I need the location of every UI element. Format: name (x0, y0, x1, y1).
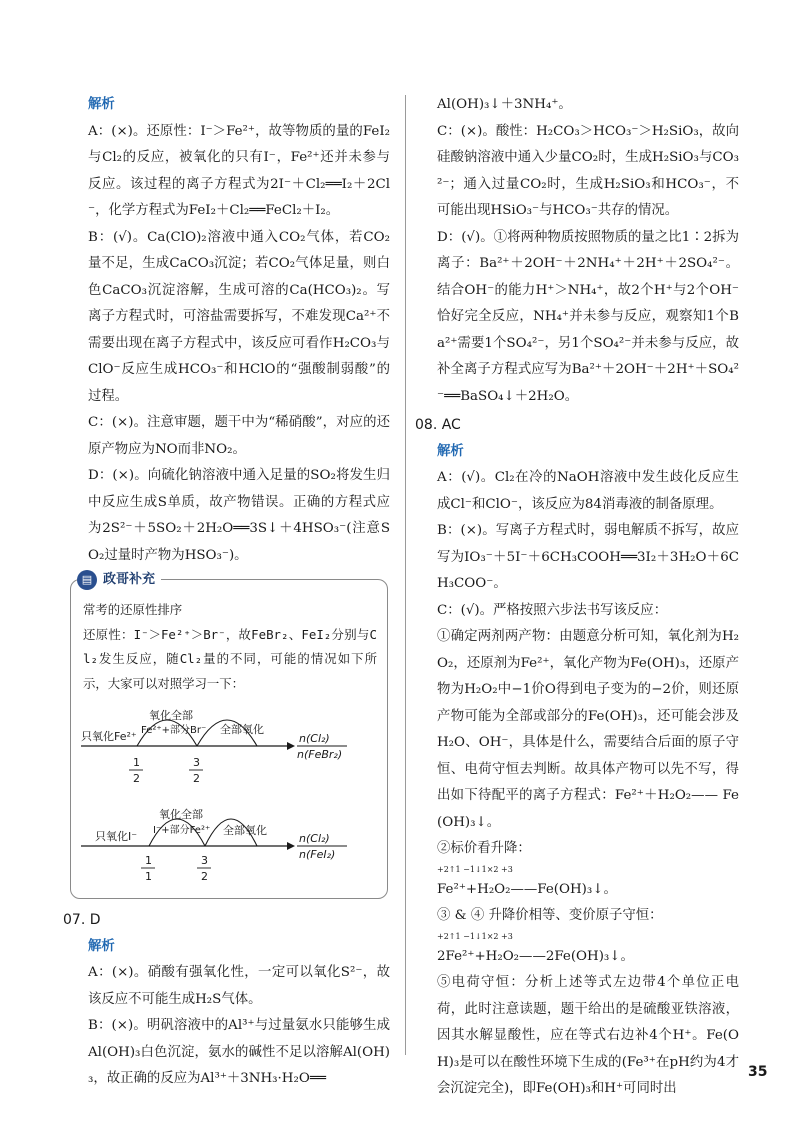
axis-num: n(Cl₂) (299, 732, 330, 745)
supplement-subtitle: 常考的还原性排序 (83, 602, 183, 617)
axis-arrow (287, 742, 295, 750)
tick-1-den: 1 (145, 870, 152, 883)
tick-1-num: 1 (145, 854, 152, 867)
q07-analysis-A: A：(×)。硝酸有强氧化性，一定可以氧化S²⁻，故该反应不可能生成H₂S气体。 (88, 965, 390, 1007)
book-icon: ▤ (77, 570, 97, 590)
diagram-fei2 (81, 807, 347, 883)
step-3-4-marks: +2↑1 −1↓1×2 +3 (437, 931, 513, 941)
axis-arrow (287, 842, 295, 850)
segment-label-3: 全部氧化 (220, 723, 264, 736)
supplement-tag (77, 568, 161, 593)
step-2-label: ②标价看升降： (437, 841, 531, 856)
column-divider (405, 95, 406, 1055)
supplement-text: 还原性：I⁻＞Fe²⁺＞Br⁻，故FeBr₂、FeI₂分别与Cl₂发生反应，随Cl₂量的不同，可能的情况如下所示，大家可以对照学习一下： (83, 626, 377, 691)
segment-label-2a: 氧化全部 (149, 709, 193, 722)
tick-1-num: 1 (133, 756, 140, 769)
analysis-A: A：(×)。还原性：I⁻＞Fe²⁺，故等物质的量的FeI₂与Cl₂的反应，被氧化的只有I⁻，Fe²⁺还并未参与反应。该过程的离子方程式为2I⁻＋Cl₂══I₂＋2Cl⁻，化学方程式为FeI₂＋Cl₂══FeCl₂＋I₂。 (88, 123, 390, 218)
axis-den: n(FeI₂) (299, 848, 336, 861)
q07-jiexi-label: 解析 (88, 938, 115, 954)
step-2-equation: Fe²⁺+H₂O₂——Fe(OH)₃↓。 (437, 881, 617, 897)
tick-2-den: 2 (201, 870, 208, 883)
q07-analysis-D: D：(√)。①将两种物质按照物质的量之比1∶2拆为离子：Ba²⁺＋2OH⁻＋2NH₄⁺＋2H⁺＋2SO₄²⁻。结合OH⁻的能力H⁺＞NH₄⁺，故2个H⁺与2个OH⁻恰好完全反应，NH₄⁺并未参与反应，观察知1个Ba²⁺需要1个SO₄²⁻，另1个SO₄²⁻并未参与反应，故补全离子方程式应写为Ba²⁺＋2OH⁻＋2H⁺＋SO₄²⁻══BaSO₄↓＋2H₂O。 (437, 229, 739, 404)
right-column (415, 92, 739, 1103)
segment-label-2a: 氧化全部 (159, 808, 203, 821)
q07-analysis-B: B：(×)。明矾溶液中的Al³⁺与过量氨水只能够生成Al(OH)₃白色沉淀，氨水的碱性不足以溶解Al(OH)₃，故正确的反应为Al³⁺＋3NH₃·H₂O══ (88, 1018, 390, 1086)
q08-analysis-A: A：(√)。Cl₂在冷的NaOH溶液中发生歧化反应生成Cl⁻和ClO⁻，该反应为84消毒液的制备原理。 (437, 470, 739, 512)
tick-1-den: 2 (133, 772, 140, 785)
q08-step-1: ①确定两剂两产物：由题意分析可知，氧化剂为H₂O₂，还原剂为Fe²⁺，氧化产物为Fe(OH)₃，还原产物为H₂O₂中−1价O得到电子变为的−2价，则还原产物可能为全部或部分的Fe(OH)₃，还可能会涉及H₂O、OH⁻，具体是什么，需要结合后面的原子守恒、电荷守恒去判断。故具体产物可以先不写，得出如下待配平的离子方程式：Fe²⁺＋H₂O₂—— Fe(OH)₃↓。 (437, 629, 739, 830)
supplement-box (70, 572, 388, 899)
analysis-D: D：(×)。向硫化钠溶液中通入足量的SO₂将发生归中反应生成S单质，故产物错误。正确的方程式应为2S²⁻＋5SO₂＋2H₂O══3S↓＋4HSO₃⁻(注意SO₂过量时产物为HSO₃⁻)。 (88, 468, 390, 563)
axis-num: n(Cl₂) (299, 832, 330, 845)
step-2-marks: +2↑1 −1↓1×2 +3 (437, 864, 513, 874)
q07-analysis-C: C：(×)。酸性：H₂CO₃＞HCO₃⁻＞H₂SiO₃，故向硅酸钠溶液中通入少量CO₂时，生成H₂SiO₃与CO₃²⁻；通入过量CO₂时，生成H₂SiO₃和HCO₃⁻，不可能出现HSiO₃⁻与HCO₃⁻共存的情况。 (437, 123, 739, 218)
segment-label-3: 全部氧化 (223, 824, 267, 837)
tick-2-den: 2 (193, 772, 200, 785)
page-number: 35 (748, 1064, 768, 1080)
jiexi-label: 解析 (88, 97, 115, 112)
step-3-4-equation: 2Fe²⁺+H₂O₂——2Fe(OH)₃↓。 (437, 948, 634, 964)
supplement-title: 政哥补充 (103, 572, 156, 587)
q07-B-continuation: Al(OH)₃↓＋3NH₄⁺。 (437, 97, 572, 112)
q08-analysis-B: B：(×)。写离子方程式时，弱电解质不拆写，故应写为IO₃⁻＋5I⁻＋6CH₃COOH══3I₂＋3H₂O＋6CH₃COO⁻。 (437, 523, 739, 591)
segment-label-2b: Fe²⁺+部分Br⁻ (141, 725, 207, 736)
question-07-answer: 07. D (63, 912, 101, 928)
tick-2-num: 3 (201, 854, 208, 867)
q08-jiexi-label: 解析 (437, 443, 464, 459)
reduction-order-diagram (77, 702, 377, 888)
q08-analysis-C: C：(√)。严格按照六步法书写该反应： (437, 602, 668, 618)
step-3-4-label: ③ & ④ 升降价相等、变价原子守恒： (437, 908, 663, 923)
q08-step-2 (437, 836, 739, 903)
segment-label-1: 只氧化I⁻ (95, 830, 138, 843)
q08-step-3-4 (437, 903, 739, 970)
segment-label-2b: I⁻+部分Fe²⁺ (153, 825, 211, 836)
q08-step-5: ⑤电荷守恒：分析上述等式左边带4个单位正电荷，此时注意读题，题干给出的是硫酸亚铁溶液，因其水解显酸性，应在等式右边补4个H⁺。Fe(OH)₃是可以在酸性环境下生成的(Fe³⁺在pH约为4才会沉淀完全)，即Fe(OH)₃和H⁺可同时出 (437, 975, 739, 1096)
analysis-B: B：(√)。Ca(ClO)₂溶液中通入CO₂气体，若CO₂量不足，生成CaCO₃沉淀；若CO₂气体足量，则白色CaCO₃沉淀溶解，生成可溶的Ca(HCO₃)₂。写离子方程式时，可溶盐需要拆写，不难发现Ca²⁺不需要出现在离子方程式中，该反应可看作H₂CO₃与ClO⁻反应生成HCO₃⁻和HClO的“强酸制弱酸”的过程。 (88, 229, 390, 404)
segment-label-1: 只氧化Fe²⁺ (81, 730, 137, 743)
tick-2-num: 3 (193, 756, 200, 769)
diagram-febr2 (81, 708, 347, 785)
analysis-C: C：(×)。注意审题，题干中为“稀硝酸”，对应的还原产物应为NO而非NO₂。 (88, 415, 390, 457)
question-08-answer: 08. AC (415, 417, 461, 433)
left-column (63, 92, 390, 1093)
axis-den: n(FeBr₂) (297, 748, 343, 761)
